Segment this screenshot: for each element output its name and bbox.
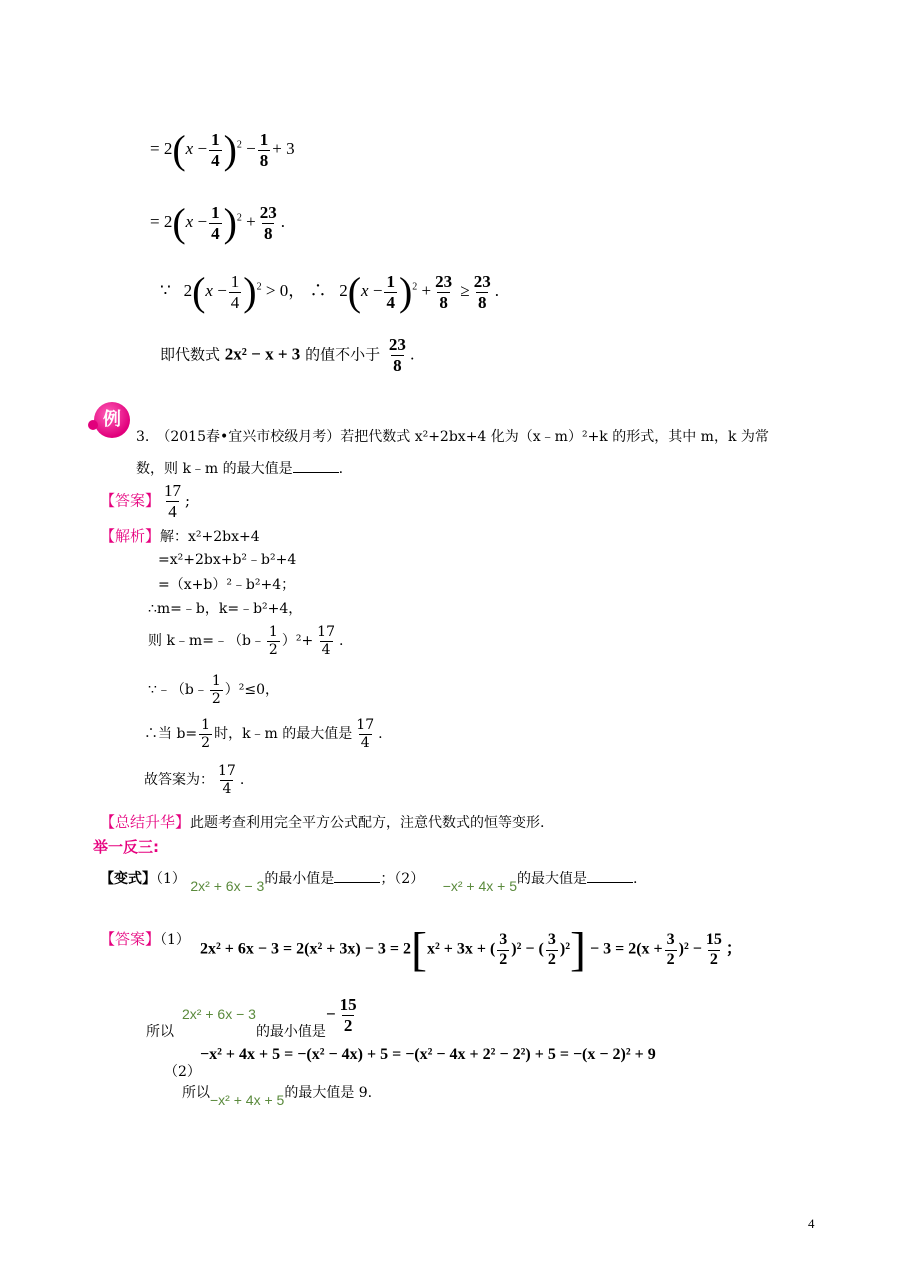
answer-line: 【答案】 $\frac{17}{4}$ ;: [100, 481, 191, 521]
variant-answer-part-2-label: （2）: [164, 1064, 201, 1080]
answer-blank: [293, 458, 339, 473]
page-number: 4: [808, 1216, 815, 1231]
analysis-line-4: ∴m=﹣b，k=﹣b²+4，: [148, 601, 303, 617]
variant-heading: 举一反三:: [93, 838, 159, 856]
derivation-step-1: = 2(x − $\frac{1}{4}$ )$^2$ − $\frac{1}{8}$ + 3: [150, 127, 295, 172]
example-question-line-1: 3. （2015春•宜兴市校级月考）若把代数式 x²+2bx+4 化为（x﹣m）²+k 的形式，其中 m，k 为常: [136, 429, 769, 445]
derivation-step-2: = 2(x − $\frac{1}{4}$ )$^2$ + $\frac{23}{8}$ .: [150, 200, 285, 245]
variant-answer-so-2: 所以−x² + 4x + 5的最大值是 9.: [182, 1085, 373, 1108]
variant-answer-equation-1: 2x² + 6x − 3 = 2(x² + 3x) − 3 = 2[x² + 3x + ( $\frac{3}{2}$ )² − ( $\frac{3}{2}$ )²] − 3 = 2(x + $\frac{3}{2}$ )² − $\frac{15}{2}$ ；: [200, 923, 742, 976]
example-badge: 例: [94, 402, 130, 438]
variant-answer-tag: 【答案】: [100, 930, 161, 948]
variant-answer-so-1: 所以2x² + 6x − 3的最小值是− $\frac{15}{2}$: [146, 995, 357, 1041]
answer-tag: 【答案】: [100, 491, 161, 510]
summary-tag: 【总结升华】: [100, 813, 191, 831]
analysis-line-7: ∴当 b= $\frac{1}{2}$ 时，k﹣m 的最大值是 $\frac{17}{4}$ .: [144, 717, 383, 751]
analysis-line-6: ∵﹣（b﹣ $\frac{1}{2}$ ）²≤0，: [148, 673, 280, 707]
analysis-line-2: =x²+2bx+b²﹣b²+4: [158, 552, 297, 568]
variant-tag: 【变式】: [100, 871, 156, 887]
analysis-line-3: =（x+b）²﹣b²+4；: [158, 577, 296, 593]
analysis-line-1: 【解析】解：x²+2bx+4: [100, 527, 260, 545]
variant-answer-equation-2: −x² + 4x + 5 = −(x² − 4x) + 5 = −(x² − 4x + 2² − 2²) + 5 = −(x − 2)² + 9: [200, 1046, 656, 1063]
summary-line: 【总结升华】此题考查利用完全平方公式配方，注意代数式的恒等变形.: [100, 813, 545, 831]
analysis-line-5: 则 k﹣m=﹣（b﹣ $\frac{1}{2}$ ）²+ $\frac{17}{4}$ .: [148, 624, 344, 658]
derivation-step-3: ∵ 2(x − $\frac{1}{4}$ )$^2$ > 0， ∴ 2(x − $\frac{1}{4}$ )$^2$ + $\frac{23}{8}$ ≥ $\frac{23}{8}$ .: [160, 269, 499, 314]
analysis-line-8: 故答案为： $\frac{17}{4}$ .: [144, 763, 245, 797]
example-question-line-2: 数，则 k﹣m 的最大值是 .: [136, 458, 343, 478]
conclusion-line: 即代数式 2x² − x + 3 的值不小于 $\frac{23}{8}$ .: [160, 335, 415, 375]
variant-answer-line-1: 【答案】（1）: [100, 930, 190, 948]
variant-question: 【变式】（1） 2x² + 6x − 3的最小值是 ；（2） −x² + 4x + 5的最大值是 .: [100, 868, 637, 888]
analysis-tag: 【解析】: [100, 527, 161, 545]
